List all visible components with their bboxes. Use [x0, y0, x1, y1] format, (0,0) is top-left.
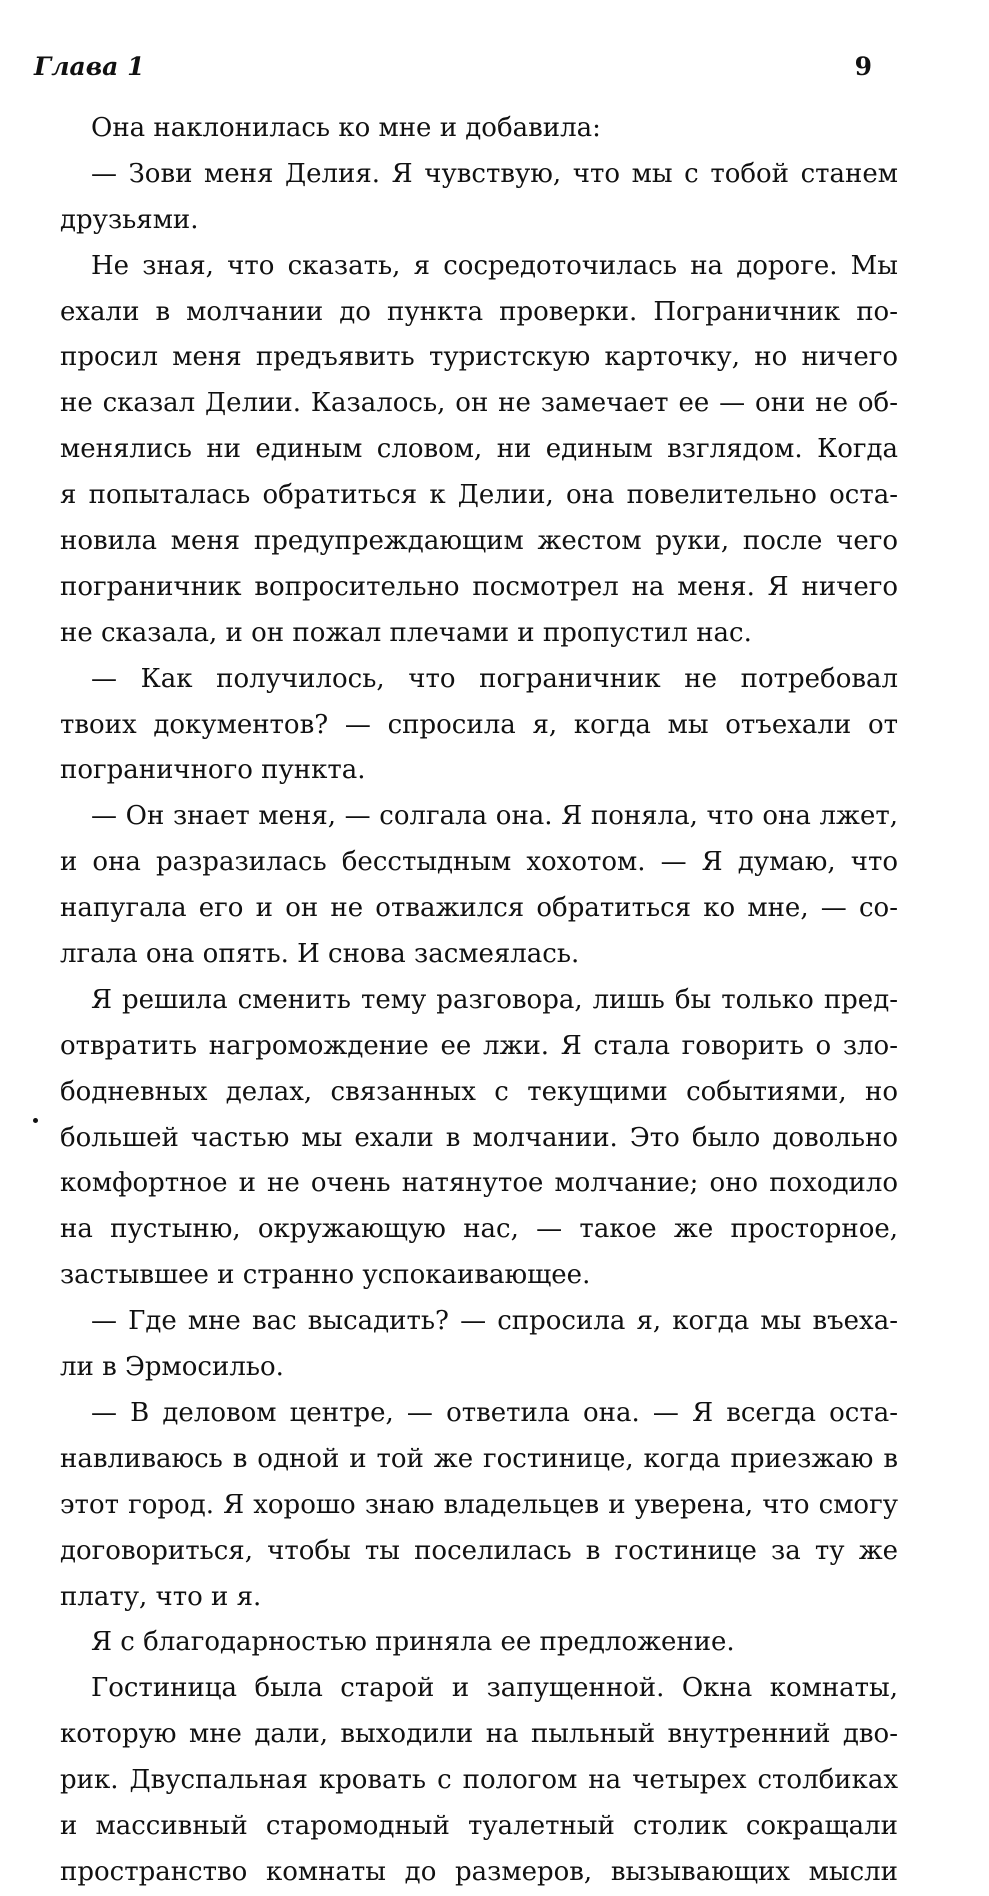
text-line: которую мне дали, выходили на пыльный внутренний дво-	[60, 1719, 898, 1750]
text-line: твоих документов? — спросила я, когда мы отъехали от	[60, 709, 898, 740]
text-line: ли в Эрмосильо.	[60, 1352, 284, 1383]
text-line: просил меня предъявить туристскую карточку, но ничего	[60, 342, 898, 373]
text-line: застывшее и странно успокаивающее.	[60, 1260, 591, 1291]
text-line: навливаюсь в одной и той же гостинице, когда приезжаю в	[60, 1443, 898, 1474]
page-number: 9	[854, 52, 872, 81]
text-line: пространство комнаты до размеров, вызывающих мысли	[60, 1856, 898, 1887]
text-line: плату, что и я.	[60, 1581, 262, 1612]
running-header	[34, 52, 872, 92]
text-line: Она наклонилась ко мне и добавила:	[91, 113, 601, 143]
text-line: лгала она опять. И снова засмеялась.	[60, 939, 580, 970]
text-line: друзьями.	[60, 204, 199, 235]
text-line: бодневных делах, связанных с текущими событиями, но	[60, 1076, 898, 1107]
text-line: на пустыню, окружающую нас, — такое же просторное,	[60, 1214, 898, 1245]
text-line: Я решила сменить тему разговора, лишь бы только пред-	[91, 984, 898, 1015]
text-line: не сказала, и он пожал плечами и пропустил нас.	[60, 617, 752, 648]
text-line: рик. Двуспальная кровать с пологом на четырех столбиках	[60, 1765, 898, 1796]
text-line: и она разразилась бесстыдным хохотом. — Я думаю, что	[60, 847, 898, 878]
text-line: — Как получилось, что пограничник не потребовал	[91, 663, 898, 694]
text-line: и массивный старомодный туалетный столик сокращали	[60, 1810, 898, 1841]
text-line: отвратить нагромождение ее лжи. Я стала говорить о зло-	[60, 1030, 898, 1061]
text-line: договориться, чтобы ты поселилась в гостинице за ту же	[60, 1535, 898, 1566]
text-line: Я с благодарностью приняла ее предложение.	[91, 1627, 735, 1658]
text-line: — В деловом центре, — ответила она. — Я всегда оста-	[91, 1397, 898, 1428]
text-line: — Зови меня Делия. Я чувствую, что мы с тобой станем	[91, 158, 898, 189]
text-line: я попыталась обратиться к Делии, она повелительно оста-	[60, 480, 898, 511]
text-line: комфортное и не очень натянутое молчание; оно походило	[60, 1168, 898, 1199]
text-line: новила меня предупреждающим жестом руки, после чего	[60, 526, 898, 557]
text-line: этот город. Я хорошо знаю владельцев и уверена, что смогу	[60, 1489, 898, 1520]
text-line: — Где мне вас высадить? — спросила я, когда мы въеха-	[91, 1306, 898, 1337]
text-line: пограничник вопросительно посмотрел на меня. Я ничего	[60, 571, 898, 602]
chapter-title: Глава 1	[34, 52, 145, 81]
text-line: Не зная, что сказать, я сосредоточилась на дороге. Мы	[91, 250, 898, 281]
text-line: большей частью мы ехали в молчании. Это было довольно	[60, 1122, 898, 1153]
text-line: Гостиница была старой и запущенной. Окна комнаты,	[91, 1673, 898, 1704]
text-line: не сказал Делии. Казалось, он не замечает ее — они не об-	[60, 388, 898, 419]
text-line: — Он знает меня, — солгала она. Я поняла, что она лжет,	[91, 801, 898, 832]
text-line: менялись ни единым словом, ни единым взглядом. Когда	[60, 434, 898, 465]
text-line: ехали в молчании до пункта проверки. Пограничник по-	[60, 296, 898, 327]
stray-ink-mark	[33, 1118, 38, 1123]
body-text	[60, 106, 898, 1896]
text-line: пограничного пункта.	[60, 755, 366, 786]
text-line: напугала его и он не отважился обратиться ко мне, — со-	[60, 893, 898, 924]
